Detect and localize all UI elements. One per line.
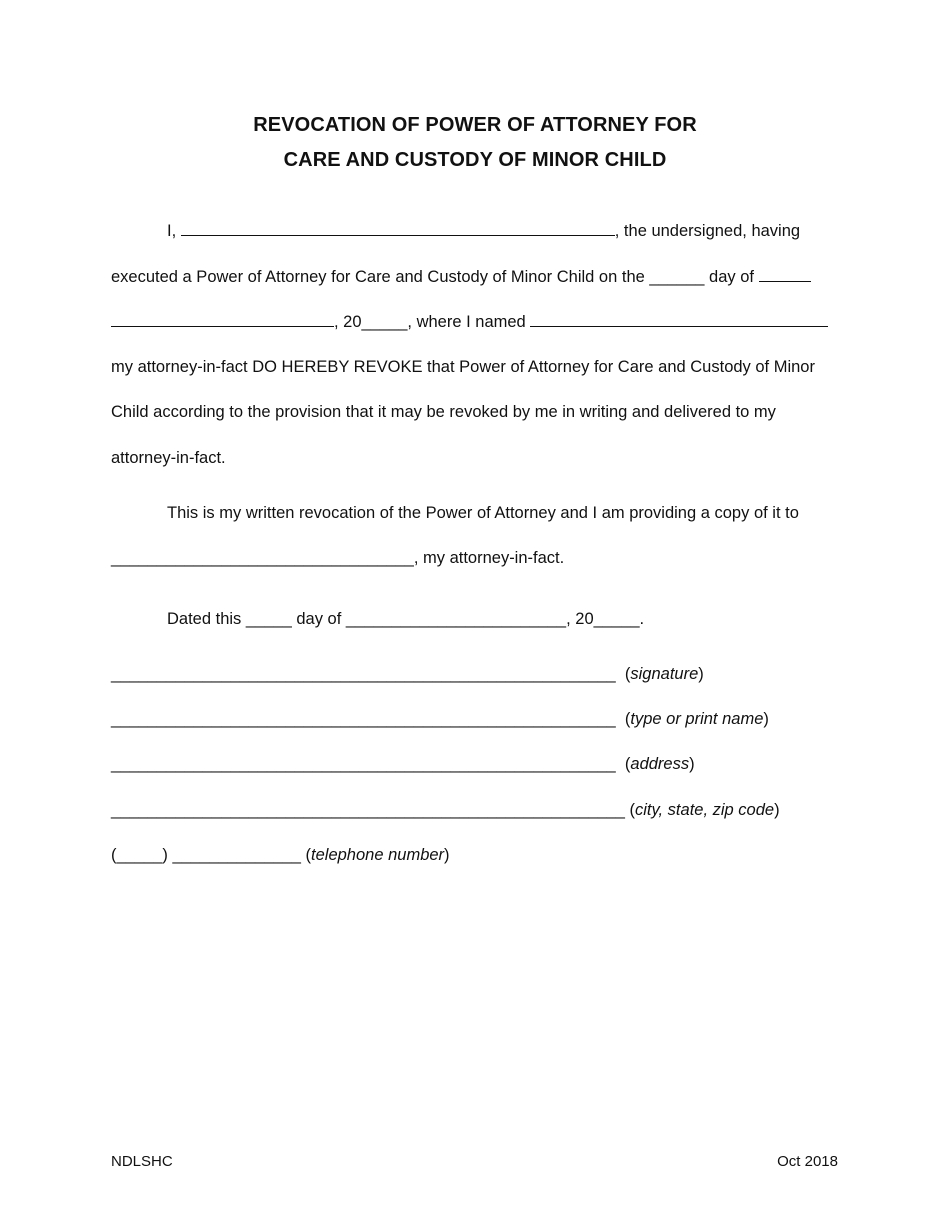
city-row: ________________________________________________________ (city, state, zip code) [111,801,780,819]
para1-line-3 [111,310,828,333]
para2-line-1: This is my written revocation of the Power of Attorney and I am providing a copy of it to [167,504,799,522]
telephone-label: telephone number [311,846,445,864]
title-line-1: REVOCATION OF POWER OF ATTORNEY FOR [253,114,697,136]
para2-line-2: _________________________________, my attorney-in-fact. [111,549,565,567]
name-blank[interactable] [181,219,615,236]
para1-line-2 [111,265,811,288]
para1-prefix: I, [167,222,177,240]
city-blank[interactable]: ________________________________________________________ [111,801,625,819]
month-blank-end[interactable] [111,310,334,327]
month-blank-start[interactable] [759,265,811,282]
footer-right: Oct 2018 [777,1153,838,1170]
attorney-name-blank[interactable] [530,310,828,327]
telephone-blank[interactable]: (_____) ______________ [111,846,301,864]
address-row: _______________________________________________________ (address) [111,755,695,773]
para1-after-name: , the undersigned, having [614,222,801,240]
telephone-row: (_____) ______________ (telephone number) [111,846,450,864]
print-name-blank[interactable]: _______________________________________________________ [111,710,616,728]
footer-left: NDLSHC [111,1153,173,1170]
signature-blank[interactable]: _______________________________________________________ [111,665,616,683]
para1-line-2-text: executed a Power of Attorney for Care and Custody of Minor Child on the ______ day of [111,268,754,286]
address-label: address [630,755,690,773]
para1-line-6: attorney-in-fact. [111,449,226,467]
print-name-row: _______________________________________________________ (type or print name) [111,710,769,728]
para1-line-4: my attorney-in-fact DO HEREBY REVOKE that Power of Attorney for Care and Custody of Minor [111,358,815,376]
address-blank[interactable]: _______________________________________________________ [111,755,616,773]
signature-row: _______________________________________________________ (signature) [111,665,704,683]
para1-line-1 [167,219,800,242]
print-name-label: type or print name [630,710,764,728]
para1-year-text: , 20_____, where I named [334,313,526,331]
signature-label: signature [630,665,699,683]
para1-line-5: Child according to the provision that it may be revoked by me in writing and delivered to my [111,403,776,421]
dated-line: Dated this _____ day of ________________________, 20_____. [167,610,645,628]
title-line-2: CARE AND CUSTODY OF MINOR CHILD [283,149,667,171]
city-label: city, state, zip code [634,801,775,819]
